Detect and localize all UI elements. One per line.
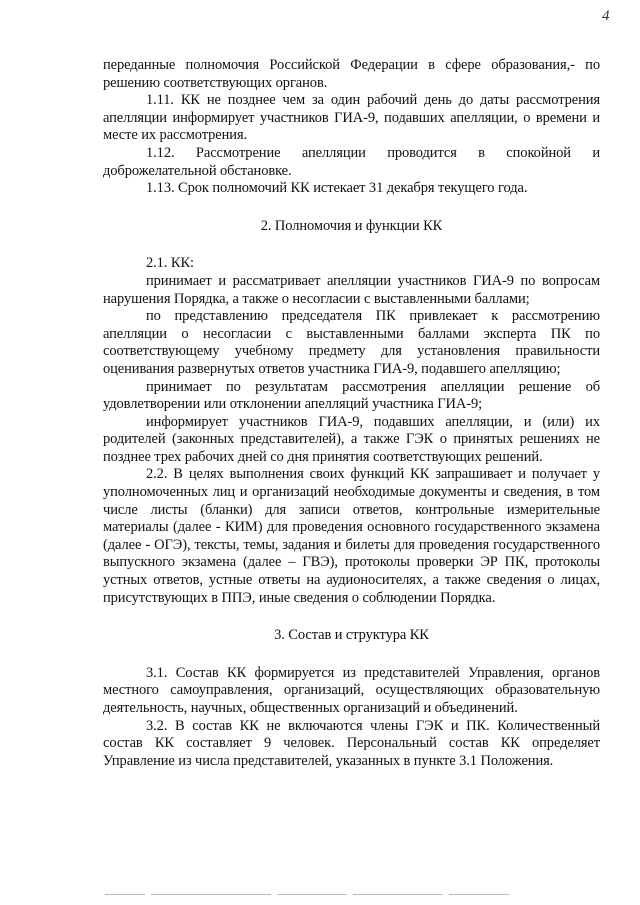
section-2-heading: 2. Полномочия и функции КК <box>260 217 443 234</box>
paragraph-1-12: 1.12. Рассмотрение апелляции проводится в спокойной и доброжелательной обстановке. <box>103 144 600 179</box>
paragraph-1-13: 1.13. Срок полномочий КК истекает 31 декабря текущего года. <box>146 180 528 197</box>
section-3-heading: 3. Состав и структура КК <box>274 627 429 644</box>
paragraph-2-1-intro: 2.1. КК: <box>146 255 194 272</box>
paragraph-3-1: 3.1. Состав КК формируется из представителей Управления, органов местного самоуправления, организаций, осуществляющих образовательную деятельность, научных, общественных организаций и объединений. <box>103 664 600 716</box>
paragraph-2-2: 2.2. В целях выполнения своих функций КК запрашивает и получает у уполномоченных лиц и организаций необходимые документы и сведения, в том числе листы (бланки) для записи ответов, контрольные измерительные материалы (далее - КИМ) для проведения основного государственного экзамена (далее - ОГЭ), тексты, темы, задания и билеты для проведения государственного выпускного экзамена (далее – ГВЭ), протоколы проверки ЭР ПК, протоколы устных ответов, устные ответы на аудионосителях, а также сведения о лицах, присутствующих в ППЭ, иные сведения о соблюдении Порядка. <box>103 466 600 606</box>
list-item: по представлению председателя ПК привлекает к рассмотрению апелляции о несогласии с выставленными баллами эксперта ПК по соответствующему учебному предмету для установления правильности оценивания развернутых ответов участника ГИА-9, подавшего апелляцию; <box>103 308 600 377</box>
page-number: 4 <box>602 8 610 24</box>
document-body <box>103 57 600 770</box>
paragraph-continuation: переданные полномочия Российской Федерации в сфере образования,- по решению соответствующих органов. <box>103 57 600 91</box>
paragraph-1-11: 1.11. КК не позднее чем за один рабочий день до даты рассмотрения апелляции информирует участников ГИА-9, подавших апелляции, о времени и месте их рассмотрения. <box>103 92 600 144</box>
scan-artifact-lines <box>105 894 605 898</box>
paragraph-3-2: 3.2. В состав КК не включаются члены ГЭК и ПК. Количественный состав КК составляет 9 человек. Персональный состав КК определяет Управление из числа представителей, указанных в пункте 3.1 Положения. <box>103 717 600 769</box>
list-item: информирует участников ГИА-9, подавших апелляции, и (или) их родителей (законных представителей), а также ГЭК о принятых решениях не позднее трех рабочих дней со дня принятия соответствующих решений. <box>103 413 600 465</box>
list-item: принимает по результатам рассмотрения апелляции решение об удовлетворении или отклонении апелляций участника ГИА-9; <box>103 378 600 413</box>
list-item: принимает и рассматривает апелляции участников ГИА-9 по вопросам нарушения Порядка, а также о несогласии с выставленными баллами; <box>103 272 600 307</box>
